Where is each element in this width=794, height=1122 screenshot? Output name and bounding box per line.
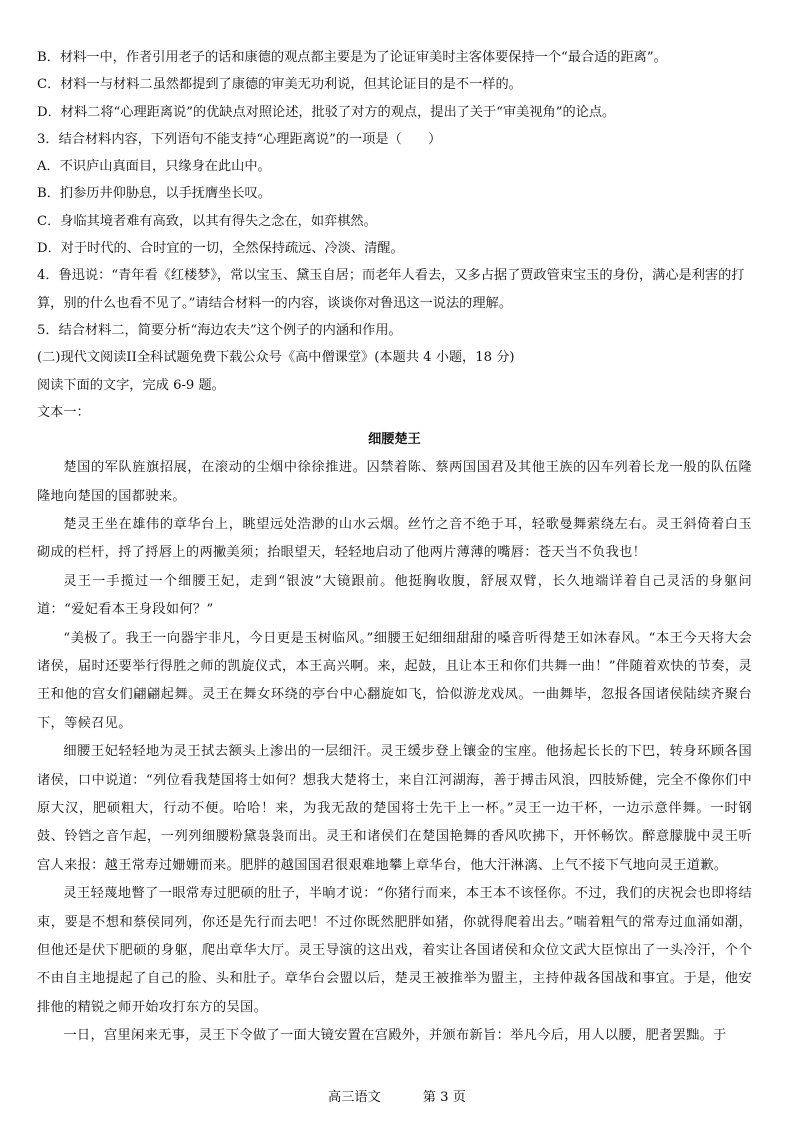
option-3b: B．扪参历井仰胁息，以手抚膺坐长叹。 — [37, 186, 271, 202]
story-paragraph: 楚国的军队旌旗招展，在滚动的尘烟中徐徐推进。囚禁着陈、蔡两国国君及其他王族的囚车列着长龙一般的队伍隆隆地向楚国的国都驶来。 — [37, 460, 752, 504]
question-line-d: D．材料二将“心理距离说”的优缺点对照论述，批驳了对方的观点，提出了关于“审美视角”的论点。 — [37, 104, 616, 120]
question-line-b: B．材料一中，作者引用老子的话和康德的观点都主要是为了论证审美时主客体要保持一个“最合适的距离”。 — [37, 50, 667, 65]
footer-subject: 高三语文 — [328, 1090, 381, 1105]
question-line-c: C．材料一与材料二虽然都提到了康德的审美无功利说，但其论证目的是不一样的。 — [37, 77, 522, 93]
text-one-label: 文本一： — [37, 404, 90, 420]
footer-page-number: 第 3 页 — [422, 1090, 466, 1105]
question-4: 4．鲁迅说：“青年看《红楼梦》，常以宝玉、黛玉自居；而老年人看去，又多占据了贾政管束宝玉的身份，满心是利害的打算，别的什么也看不见了。”请结合材料一的内容，谈谈你对鲁迅这一说法的理解。 — [37, 268, 745, 311]
option-3d: D．对于时代的、合时宜的一切，全然保持疏远、冷淡、清醒。 — [37, 241, 404, 257]
option-3a: A．不识庐山真面目，只缘身在此山中。 — [37, 159, 271, 175]
question-3-stem: 3．结合材料内容，下列语句不能支持“心理距离说”的一项是（ ） — [37, 131, 442, 147]
story-paragraph: 灵王一手揽过一个细腰王妃，走到“银波”大镜跟前。他挺胸收腹，舒展双臂，长久地端详着自己灵活的身躯问道：“爱妃看本王身段如何？” — [37, 573, 752, 618]
story-paragraph: 楚灵王坐在雄伟的章华台上，眺望远处浩渺的山水云烟。丝竹之音不绝于耳，轻歌曼舞萦绕左右。灵王斜倚着白玉砌成的栏杆，捋了捋唇上的两撇美须；抬眼望天，轻轻地启动了他两片薄薄的嘴唇：苍天当不负我也！ — [37, 516, 752, 561]
story-paragraph: “美极了。我王一向器宇非凡，今日更是玉树临风。”细腰王妃细细甜甜的嗓音听得楚王如沐春风。“本王今天将大会诸侯，届时还要举行得胜之师的凯旋仪式，本王高兴啊。来，起鼓，且让本王和你们共舞一曲！”伴随着欢快的节奏，灵王和他的宫女们翩翩起舞。灵王在舞女环绕的亭台中心翻旋如飞，恰似游龙戏凤。一曲舞毕，忽报各国诸侯陆续齐聚台下，等候召见。 — [37, 630, 752, 731]
page-footer — [0, 1086, 794, 1105]
reading-instruction: 阅读下面的文字，完成 6-9 题。 — [37, 377, 225, 393]
question-5: 5．结合材料二，简要分析“海边农夫”这个例子的内涵和作用。 — [37, 322, 402, 338]
story-paragraph: 一日，宫里闲来无事，灵王下令做了一面大镜安置在宫殿外，并颁布新旨：举凡今后，用人以腰，肥者罢黜。于 — [63, 1028, 727, 1044]
story-paragraph: 细腰王妃轻轻地为灵王拭去额头上渗出的一层细汗。灵王缓步登上镶金的宝座。他扬起长长的下巴，转身环顾各国诸侯，口中说道：“列位看我楚国将士如何？想我大楚将士，来自江河湖海，善于搏击风浪，四肢矫健，完全不像你们中原大汉，肥硕粗大，行动不便。哈哈！来，为我无敌的楚国将士先干上一杯。”灵王一边干杯，一边示意伴舞。一时钢鼓、铃铛之音乍起，一列列细腰粉黛袅袅而出。灵王和诸侯们在楚国艳舞的香风吹拂下，开怀畅饮。醉意朦胧中灵王听宫人来报：越王常寿过姗姗而来。肥胖的越国国君很艰难地攀上章华台，他大汗淋漓、上气不接下气地向灵王道歉。 — [37, 744, 752, 873]
story-paragraph: 灵王轻蔑地瞥了一眼常寿过肥硕的肚子，半晌才说：“你猪行而来，本王本不该怪你。不过，我们的庆祝会也即将结束，要是不想和蔡侯同列，你还是先行而去吧！不过你既然肥胖如猪，你就得爬着出去。”喘着粗气的常寿过血涌如潮，但他还是伏下肥硕的身躯，爬出章华大厅。灵王导演的这出戏，着实让各国诸侯和众位文武大臣惊出了一头冷汗，个个不由自主地提起了自己的脸、头和肚子。章华台会盟以后，楚灵王被推举为盟主，主持仲裁各国战和事宜。于是，他安排他的精锐之师开始攻打东方的吴国。 — [37, 886, 752, 1015]
section-heading: (二)现代文阅读II全科试题免费下载公众号《高中僧课堂》(本题共 4 小题，18 分) — [37, 350, 515, 366]
story-title: 细腰楚王 — [368, 432, 421, 448]
option-3c: C．身临其境者难有高致，以其有得失之念在，如弈棋然。 — [37, 213, 377, 229]
